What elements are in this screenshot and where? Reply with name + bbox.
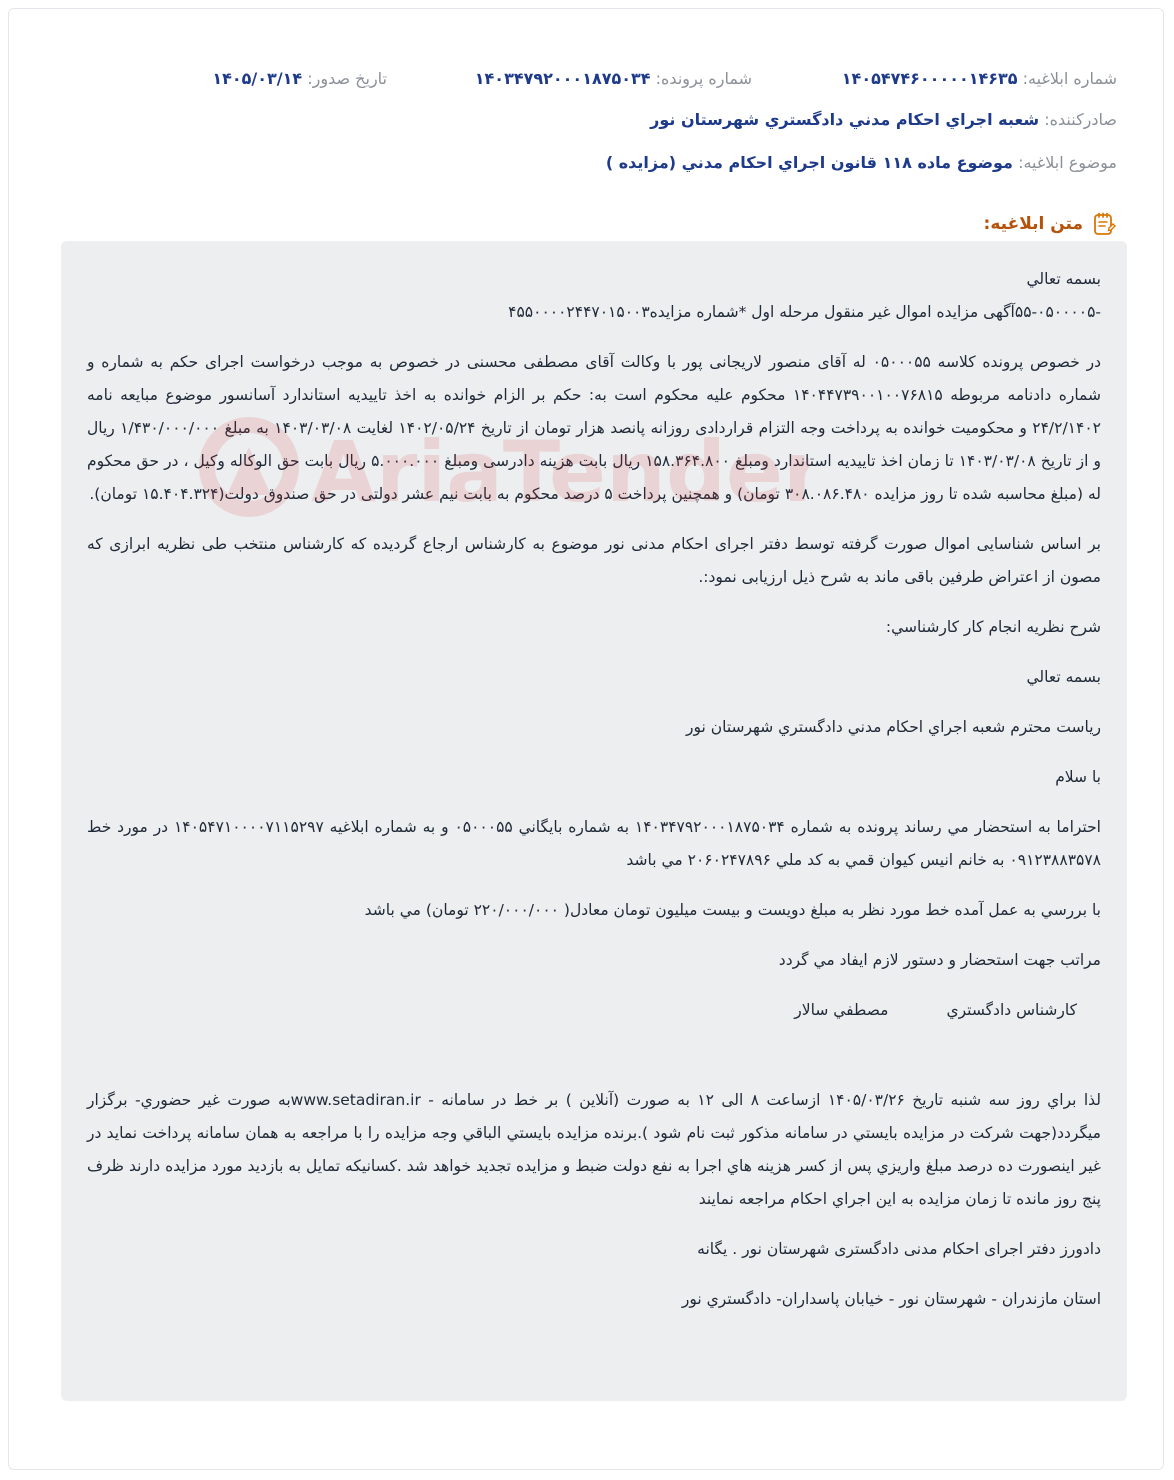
issue-date: ۱۴۰۵/۰۳/۱۴	[212, 69, 303, 88]
body-paragraph: با سلام	[1055, 768, 1101, 786]
case-number: ۱۴۰۳۴۷۹۲۰۰۰۱۸۷۵۰۳۴	[474, 69, 651, 88]
case-number-label: شماره پرونده:	[655, 69, 752, 88]
document-text-icon	[1091, 211, 1117, 237]
notice-card	[8, 8, 1164, 1470]
body-paragraph: دادورز دفتر اجرای احکام مدنی دادگستری شهرستان نور . يگانه	[697, 1240, 1101, 1258]
body-paragraph: بسمه تعالي	[1026, 668, 1101, 686]
body-paragraph: شرح نظریه انجام کار کارشناسي:	[885, 618, 1101, 636]
body-paragraph: احتراما به استحضار مي رساند پرونده به شماره ۱۴۰۳۴۷۹۲۰۰۰۱۸۷۵۰۳۴ به شماره بايگاني ۰۵۰۰۰۵۵ و به شماره ابلاغيه ۱۴۰۵۴۷۱۰۰۰۰۷۱۱۵۲۹۷ در مورد خط ۰۹۱۲۳۸۸۳۵۷۸ به خانم انيس کيوان قمي به کد ملي ۲۰۶۰۲۴۷۸۹۶ مي باشد	[87, 818, 1101, 869]
body-paragraph: مراتب جهت استحضار و دستور لازم ايفاد مي گردد	[778, 951, 1101, 969]
meta-row-numbers	[49, 67, 1117, 91]
issuer-label: صادرکننده:	[1044, 110, 1117, 129]
issue-date-field	[212, 67, 387, 91]
expert-name: مصطفي سالار	[794, 1001, 889, 1019]
body-paragraph: رياست محترم شعبه اجراي احکام مدني دادگستري شهرستان نور	[686, 718, 1101, 736]
subject: موضوع ماده ۱۱۸ قانون اجراي احكام مدني (مزايده )	[605, 153, 1013, 172]
case-number-field	[475, 67, 752, 91]
notice-number-field	[842, 67, 1117, 91]
issue-date-label: تاریخ صدور:	[307, 69, 387, 88]
notice-number-label: شماره ابلاغیه:	[1022, 69, 1117, 88]
subject-field	[49, 151, 1117, 175]
spacer	[87, 1044, 1101, 1084]
expert-title: کارشناس دادگستري	[946, 1001, 1077, 1019]
issuer-field	[49, 108, 1117, 132]
body-paragraph: با بررسي به عمل آمده خط مورد نظر به مبلغ دويست و بيست ميليون تومان معادل( ۲۲۰/۰۰۰/۰۰۰ تومان) مي باشد	[364, 901, 1101, 919]
body-paragraph: در خصوص پرونده کلاسه ۰۵۰۰۰۵۵ له آقای منصور لاریجانی پور با وکالت آقای مصطفی محسنی در خصوص به موجب درخواست اجرای حکم به شماره و شماره دادنامه مربوطه ۱۴۰۴۴۷۳۹۰۰۱۰۰۷۶۸۱۵ محکوم علیه محکوم است به: حکم بر الزام خوانده به اخذ تاییدیه استاندارد آسانسور موضوع مبایعه نامه ۲۴/۲/۱۴۰۲ و محکومیت خوانده به پرداخت وجه التزام قراردادی روزانه پانصد هزار تومان از تاریخ ۱۴۰۲/۰۵/۲۴ لغایت ۱۴۰۳/۰۳/۰۸ به مبلغ ۱/۴۳۰/۰۰۰/۰۰۰ ریال و از تاریخ ۱۴۰۳/۰۳/۰۸ تا زمان اخذ تاییدیه استاندارد ومبلغ ۱۵۸.۳۶۴.۸۰۰ ریال بابت هزینه دادرسی ومبلغ ۵.۰۰۰.۰۰۰ ریال بابت حق الوکاله وکیل ، در حق محکوم له (مبلغ محاسبه شده تا روز مزایده ۳۰۸.۰۸۶.۴۸۰ تومان) و همچنین پرداخت ۵ درصد محکوم به بابت نیم عشر دولتی در حق صندوق دولت(۱۵.۴۰۴.۳۲۴ تومان).	[87, 353, 1102, 503]
body-paragraph: لذا براي روز سه شنبه تاريخ ۱۴۰۵/۰۳/۲۶ ازساعت ۸ الی ۱۲ به صورت (آنلاين ) بر خط در سامانه - www.setadiran.irبه صورت غير حضوري- برگزار ميگردد(جهت شرکت در مزايده بايستي در سامانه مذکور ثبت نام شود ).برنده مزايده بايستي الباقي وجه مزايده را با مراجعه به همان سامانه پرداخت نمايد در غير اينصورت ده درصد مبلغ واريزي پس از کسر هزينه هاي اجرا به نفع دولت ضبط و مزايده تجديد خواهد شد .کسانيکه تمايل به بازديد مورد مزايده دارند ظرف پنج روز مانده تا زمان مزايده به اين اجراي احکام مراجعه نمايند	[87, 1091, 1102, 1208]
subject-label: موضوع ابلاغیه:	[1018, 153, 1117, 172]
issuer: شعبه اجراي احکام مدني دادگستري شهرستان نور	[650, 110, 1040, 129]
body-paragraph: استان مازندران - شهرستان نور - خيابان پاسداران- دادگستري نور	[681, 1290, 1101, 1308]
expert-signature	[87, 994, 1101, 1027]
body-paragraph: بسمه تعالي	[1026, 270, 1101, 288]
body-paragraph: بر اساس شناسایی اموال صورت گرفته توسط دفتر اجرای احکام مدنی نور موضوع به کارشناس ارجاع گردیده که کارشناس منتخب طی نظریه ابرازی که مصون از اعتراض طرفین باقی ماند به شرح ذیل ارزیابی نمود:.	[87, 535, 1101, 586]
notice-text-title: متن ابلاغیه:	[983, 214, 1083, 234]
body-paragraph: -۵۵-۰۵۰۰۰۰۵آگهی مزایده اموال غیر منقول مرحله اول *شماره مزایده۴۵۵۰۰۰۰۲۴۴۷۰۱۵۰۰۳	[508, 303, 1101, 321]
notice-text-heading	[984, 211, 1117, 237]
notice-number: ۱۴۰۵۴۷۴۶۰۰۰۰۰۱۴۶۳۵	[841, 69, 1018, 88]
notice-body	[61, 241, 1127, 1401]
